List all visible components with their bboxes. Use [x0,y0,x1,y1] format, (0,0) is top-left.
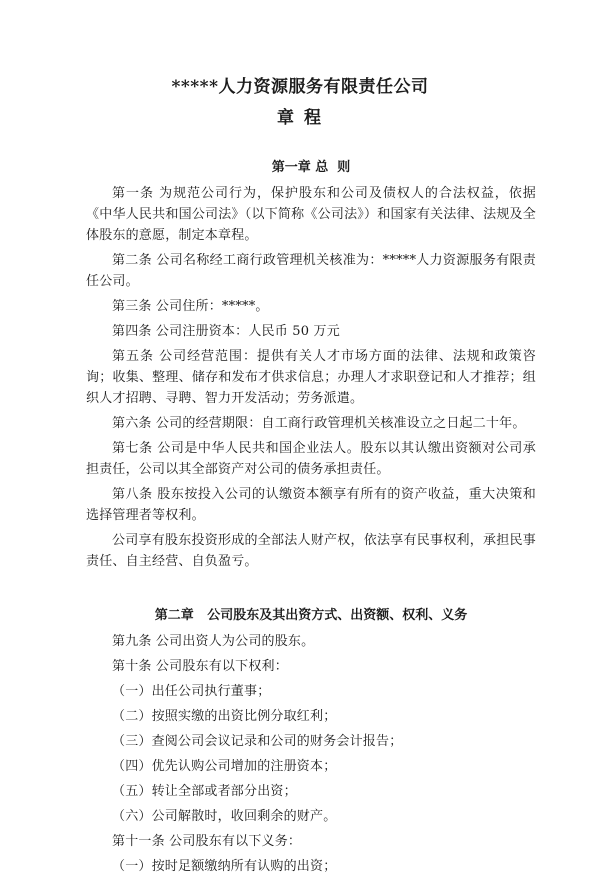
right-item-5: （五）转让全部或者部分出资； [112,784,297,799]
article-11: 第十一条 公司股东有以下义务： [112,834,302,849]
article-8-paragraph-2: 公司享有股东投资形成的全部法人财产权，依法享有民事权利，承担民事责任、自主经营、自负盈亏。 [86,533,536,569]
duty-item-1: （一）按时足额缴纳所有认购的出资； [112,859,337,874]
article-3: 第三条 公司住所：*****。 [112,299,269,314]
chapter-2-heading: 第二章 公司股东及其出资方式、出资额、权利、义务 [154,608,468,623]
right-item-1: （一）出任公司执行董事； [112,684,271,699]
document-body [86,148,536,881]
document-subtitle: 章 程 [277,108,323,128]
right-item-3: （三）查阅公司会议记录和公司的财务会计报告； [112,734,403,749]
article-8: 第八条 股东按投入公司的认缴资本额享有所有的资产收益，重大决策和选择管理者等权利。 [86,487,536,523]
article-5: 第五条 公司经营范围：提供有关人才市场方面的法律、法规和政策咨询；收集、整理、储存和发布才供求信息；办理人才求职登记和人才推荐；组织人才招聘、寻聘、智力开发活动；劳务派遣。 [86,349,536,406]
article-1: 第一条 为规范公司行为，保护股东和公司及债权人的合法权益，依据《中华人民共和国公司法》（以下简称《公司法》）和国家有关法律、法规及全体股东的意愿，制定本章程。 [86,186,536,243]
article-9: 第九条 公司出资人为公司的股东。 [112,634,315,649]
article-7: 第七条 公司是中华人民共和国企业法人。股东以其认缴出资额对公司承担责任，公司以其全部资产对公司的债务承担责任。 [86,441,536,477]
article-10: 第十条 公司股东有以下权利： [112,659,288,674]
article-4: 第四条 公司注册资本：人民币 50 万元 [112,324,340,339]
chapter-1-heading: 第一章 总 则 [271,160,351,175]
right-item-4: （四）优先认购公司增加的注册资本； [112,759,337,774]
article-6: 第六条 公司的经营期限：自工商行政管理机关核准设立之日起二十年。 [112,416,526,431]
right-item-6: （六）公司解散时，收回剩余的财产。 [112,809,337,824]
document-title: *****人力资源服务有限责任公司 [171,77,429,97]
article-2: 第二条 公司名称经工商行政管理机关核准为：*****人力资源服务有限责任公司。 [86,253,536,289]
right-item-2: （二）按照实缴的出资比例分取红利； [112,709,337,724]
